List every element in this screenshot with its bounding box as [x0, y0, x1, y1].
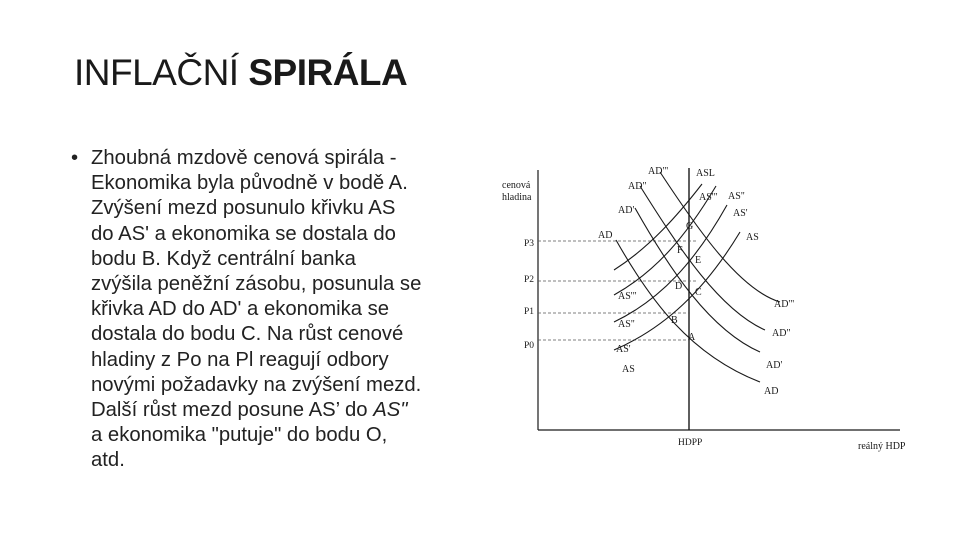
point-label: D	[675, 281, 683, 292]
bullet-line-text: Další růst mezd posune AS’ do	[91, 399, 374, 422]
bullet-line: křivka AD do AD' a ekonomika se	[91, 298, 390, 321]
bullet-icon: •	[71, 147, 79, 169]
bullet-line: atd.	[91, 449, 125, 472]
point-label: G	[686, 221, 694, 232]
ad-label: AD'"	[648, 166, 669, 177]
bullet-line: bodu B. Když centrální banka	[91, 247, 356, 270]
x-axis-label: reálný HDP	[858, 441, 906, 452]
spiral-diagram	[490, 150, 920, 460]
bullet-line: hladiny z Po na Pl reagují odbory	[91, 348, 389, 371]
point-label: F	[677, 245, 683, 256]
ad-label: AD'"	[774, 299, 795, 310]
y-axis-label: hladina	[502, 192, 532, 203]
point-label: E	[695, 255, 702, 266]
bullet-line: Zhoubná mzdově cenová spirála -	[91, 147, 397, 169]
as-label: AS	[622, 364, 635, 375]
as-label: AS	[746, 232, 759, 243]
as-label: AS"	[728, 191, 745, 202]
title-bold: SPIRÁLA	[248, 52, 408, 93]
title-regular: INFLAČNÍ	[74, 52, 249, 93]
ad-curve	[616, 240, 760, 382]
bullet-line: novými požadavky na zvýšení mezd.	[91, 373, 422, 396]
bullet-line	[91, 398, 491, 423]
as-label: AS'"	[699, 192, 718, 203]
y-axis-label: cenová	[502, 180, 531, 191]
as-label: AS'"	[618, 291, 637, 302]
as-long-run-label: ASL	[696, 168, 715, 179]
ad-label: AD	[598, 230, 613, 241]
as-label: AS"	[618, 319, 635, 330]
point-label: B	[671, 315, 678, 326]
as-label: AS'	[616, 344, 631, 355]
bullet-line: Zvýšení mezd posunulo křivku AS	[91, 197, 396, 220]
point-label: A	[688, 332, 696, 343]
bullet-line: zvýšila peněžní zásobu, posunula se	[91, 273, 422, 296]
ad-prime-curve	[635, 208, 760, 352]
price-level-label: P2	[524, 275, 535, 285]
potential-gdp-label: HDPP	[678, 438, 703, 448]
bullet-line: dostala do bodu C. Na růst cenové	[91, 323, 404, 346]
price-level-label: P0	[524, 341, 535, 351]
ad-label: AD"	[628, 181, 647, 192]
slide-title	[74, 52, 407, 94]
point-label: C	[695, 287, 702, 298]
price-level-label: P3	[524, 239, 535, 249]
ad-label: AD'	[618, 205, 635, 216]
as-label: AS'	[733, 208, 748, 219]
ad-label: AD'	[766, 360, 783, 371]
ad-label: AD	[764, 386, 779, 397]
bullet-block	[71, 146, 491, 474]
ad-label: AD"	[772, 328, 791, 339]
as-prime-curve	[614, 205, 727, 322]
bullet-line: a ekonomika "putuje" do bodu O,	[91, 424, 388, 447]
bullet-text	[71, 146, 491, 474]
bullet-line: do AS' a ekonomika se dostala do	[91, 222, 396, 245]
bullet-line-italic: AS"	[373, 399, 408, 422]
price-level-label: P1	[524, 307, 535, 317]
bullet-line: Ekonomika byla původně v bodě A.	[91, 172, 408, 195]
